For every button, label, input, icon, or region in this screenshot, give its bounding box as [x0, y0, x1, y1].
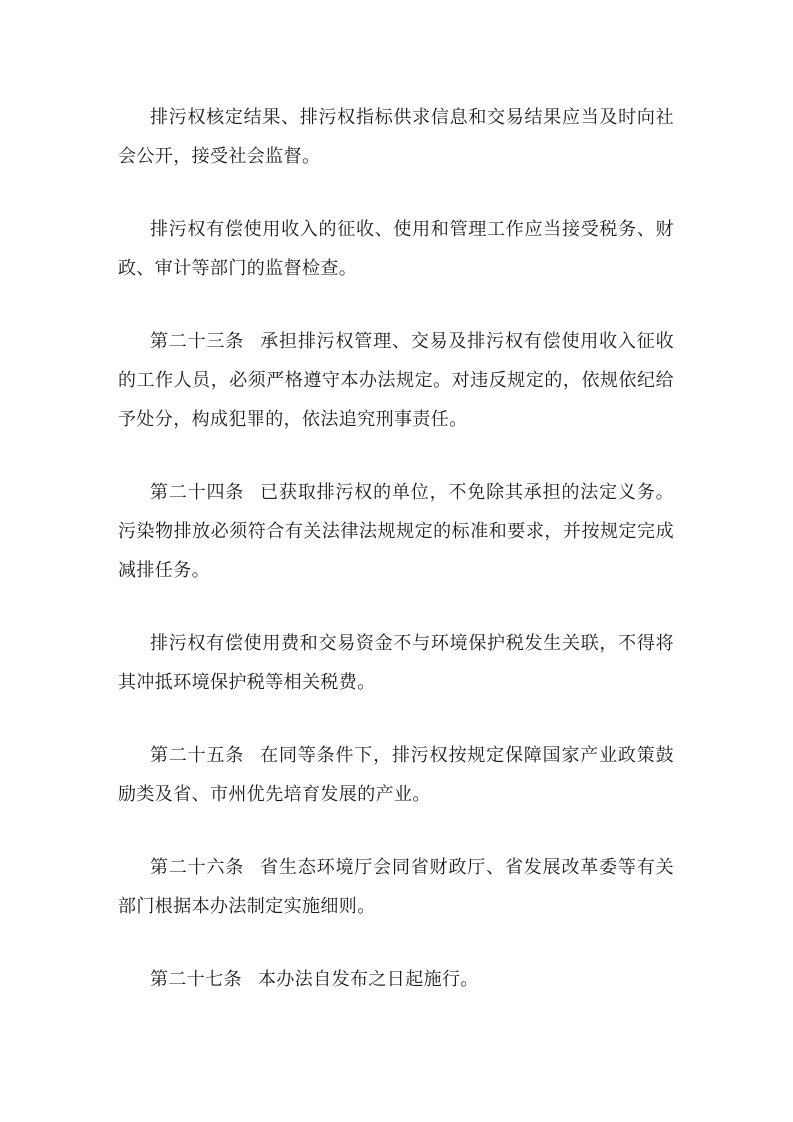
- article-number: 第二十七条: [150, 969, 242, 990]
- paragraph-fees: [118, 624, 674, 702]
- paragraph-text: 排污权核定结果、排污权指标供求信息和交易结果应当及时向社会公开，接受社会监督。: [118, 107, 674, 167]
- paragraph-text: 已获取排污权的单位，不免除其承担的法定义务。污染物排放必须符合有关法律法规规定的标准和要求，并按规定完成减排任务。: [118, 482, 674, 581]
- article-25: [118, 736, 674, 814]
- paragraph-supervision: [118, 210, 674, 288]
- article-number: 第二十三条: [150, 331, 245, 352]
- article-number: 第二十四条: [150, 482, 245, 503]
- article-number: 第二十五条: [150, 745, 245, 766]
- article-24: [118, 473, 674, 590]
- document-body: [118, 98, 674, 1033]
- paragraph-text: 承担排污权管理、交易及排污权有偿使用收入征收的工作人员，必须严格遵守本办法规定。对违反规定的，依规依纪给予处分，构成犯罪的，依法追究刑事责任。: [118, 331, 674, 430]
- article-27: [118, 960, 674, 999]
- paragraph-text: 排污权有偿使用费和交易资金不与环境保护税发生关联，不得将其冲抵环境保护税等相关税费。: [118, 633, 674, 693]
- paragraph-text: 排污权有偿使用收入的征收、使用和管理工作应当接受税务、财政、审计等部门的监督检查。: [118, 219, 674, 279]
- article-23: [118, 322, 674, 439]
- paragraph-text: 省生态环境厅会同省财政厅、省发展改革委等有关部门根据本办法制定实施细则。: [118, 857, 674, 917]
- paragraph-disclosure: [118, 98, 674, 176]
- paragraph-text: 本办法自发布之日起施行。: [258, 969, 479, 990]
- article-number: 第二十六条: [150, 857, 245, 878]
- article-26: [118, 848, 674, 926]
- paragraph-text: 在同等条件下，排污权按规定保障国家产业政策鼓励类及省、市州优先培育发展的产业。: [118, 745, 674, 805]
